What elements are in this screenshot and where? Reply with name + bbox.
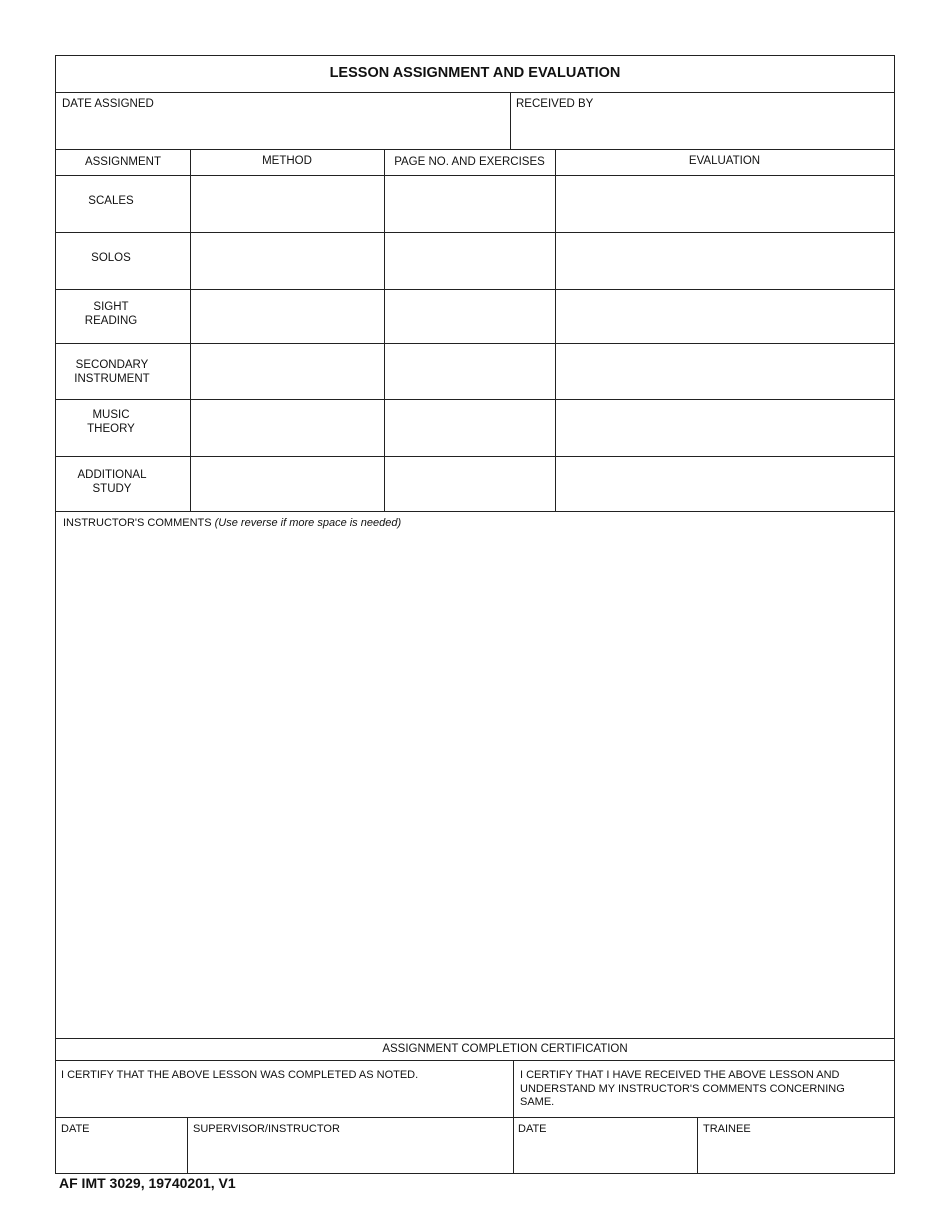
sight-reading-page-field[interactable] <box>385 290 555 343</box>
date-assigned-field[interactable] <box>56 93 510 149</box>
form-number-footer: AF IMT 3029, 19740201, V1 <box>59 1175 236 1191</box>
received-by-label: RECEIVED BY <box>516 98 594 110</box>
row-label-secondary-instrument <box>45 358 179 386</box>
scales-evaluation-field[interactable] <box>556 176 894 232</box>
trainee-certification-statement <box>520 1069 845 1110</box>
divider <box>56 1038 894 1039</box>
solos-evaluation-field[interactable] <box>556 233 894 289</box>
trainee-date-field[interactable] <box>514 1118 697 1173</box>
supervisor-instructor-label: SUPERVISOR/INSTRUCTOR <box>193 1123 340 1135</box>
music-theory-evaluation-field[interactable] <box>556 400 894 456</box>
trainee-label: TRAINEE <box>703 1123 751 1135</box>
secondary-instrument-evaluation-field[interactable] <box>556 344 894 399</box>
received-by-field[interactable] <box>511 93 894 149</box>
solos-method-field[interactable] <box>191 233 384 289</box>
music-theory-page-field[interactable] <box>385 400 555 456</box>
music-theory-method-field[interactable] <box>191 400 384 456</box>
row-label-line: STUDY <box>92 483 132 495</box>
additional-study-method-field[interactable] <box>191 457 384 511</box>
trainee-statement-line: UNDERSTAND MY INSTRUCTOR'S COMMENTS CONCERNING <box>520 1082 845 1095</box>
row-label-line: MUSIC <box>92 409 130 421</box>
divider <box>56 511 894 512</box>
scales-method-field[interactable] <box>191 176 384 232</box>
column-header-assignment: ASSIGNMENT <box>84 156 162 168</box>
divider <box>56 1060 894 1061</box>
secondary-instrument-page-field[interactable] <box>385 344 555 399</box>
instructor-date-label: DATE <box>61 1123 90 1135</box>
certification-heading: ASSIGNMENT COMPLETION CERTIFICATION <box>382 1043 628 1055</box>
row-label-line: SCALES <box>88 195 134 207</box>
comments-label <box>63 516 401 530</box>
row-label-sight-reading <box>44 300 178 328</box>
secondary-instrument-method-field[interactable] <box>191 344 384 399</box>
trainee-signature-field[interactable] <box>698 1118 894 1173</box>
trainee-date-label: DATE <box>518 1123 547 1135</box>
supervisor-signature-field[interactable] <box>188 1118 513 1173</box>
row-label-line: INSTRUMENT <box>74 373 150 385</box>
row-label-music-theory <box>44 408 178 436</box>
instructor-certification-statement: I CERTIFY THAT THE ABOVE LESSON WAS COMPLETED AS NOTED. <box>61 1069 419 1081</box>
additional-study-evaluation-field[interactable] <box>556 457 894 511</box>
instructor-date-field[interactable] <box>56 1118 187 1173</box>
sight-reading-method-field[interactable] <box>191 290 384 343</box>
comments-note: (Use reverse if more space is needed) <box>214 517 402 529</box>
form-title: LESSON ASSIGNMENT AND EVALUATION <box>329 65 621 81</box>
comments-label-text: INSTRUCTOR'S COMMENTS <box>63 517 212 529</box>
row-label-line: THEORY <box>87 423 135 435</box>
trainee-statement-line: SAME. <box>520 1096 555 1108</box>
row-label-additional-study <box>45 468 179 496</box>
column-header-page-no: PAGE NO. AND EXERCISES <box>394 156 545 168</box>
column-header-evaluation: EVALUATION <box>688 155 761 167</box>
instructor-comments-field[interactable] <box>56 532 894 1037</box>
row-label-solos <box>44 251 178 265</box>
date-assigned-label: DATE ASSIGNED <box>62 98 154 110</box>
sight-reading-evaluation-field[interactable] <box>556 290 894 343</box>
row-label-line: SECONDARY <box>75 359 149 371</box>
trainee-statement-line: I CERTIFY THAT I HAVE RECEIVED THE ABOVE LESSON AND <box>520 1069 840 1081</box>
row-label-line: ADDITIONAL <box>77 469 147 481</box>
row-label-scales <box>44 194 178 208</box>
column-header-method: METHOD <box>262 155 312 167</box>
scales-page-field[interactable] <box>385 176 555 232</box>
row-label-line: SOLOS <box>91 252 131 264</box>
additional-study-page-field[interactable] <box>385 457 555 511</box>
row-label-line: SIGHT <box>93 301 129 313</box>
divider <box>56 149 894 150</box>
solos-page-field[interactable] <box>385 233 555 289</box>
row-label-line: READING <box>84 315 138 327</box>
